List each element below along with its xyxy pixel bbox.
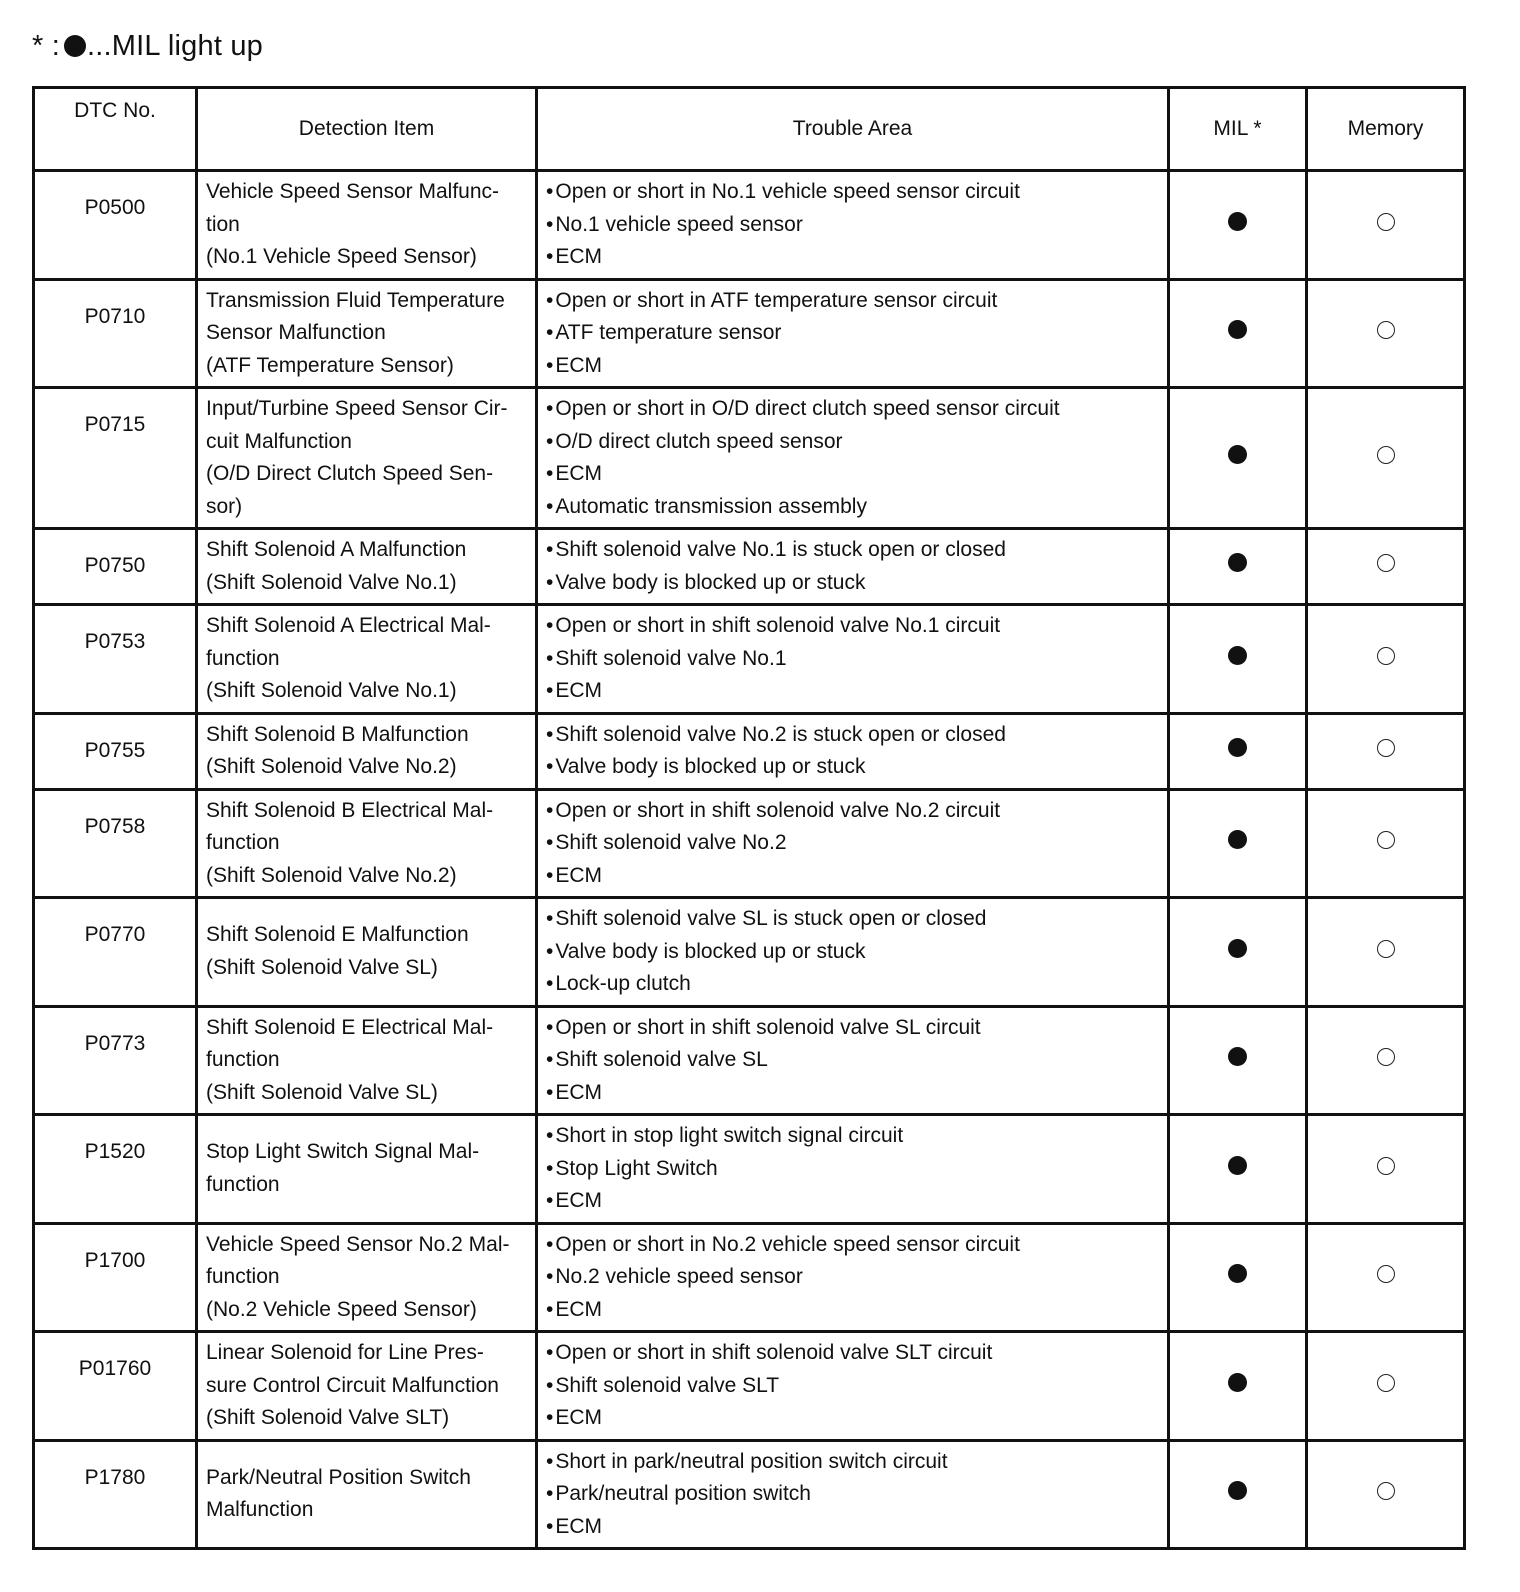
detection-item-line: Transmission Fluid Temperature: [206, 288, 505, 312]
trouble-area-item: • Short in stop light switch signal circuit: [546, 1120, 1159, 1153]
detection-item: [197, 279, 537, 388]
trouble-area-item: • Valve body is blocked up or stuck: [546, 567, 1159, 600]
memory-cell: [1307, 1332, 1465, 1441]
detection-item: [197, 1115, 537, 1224]
trouble-area: [537, 388, 1169, 529]
trouble-area: [537, 898, 1169, 1007]
dtc-code: P0770: [34, 898, 197, 1007]
trouble-area-item: • O/D direct clutch speed sensor: [546, 426, 1159, 459]
filled-circle-icon: [1228, 1156, 1247, 1175]
filled-circle-icon: [1228, 830, 1247, 849]
dtc-code: P0715: [34, 388, 197, 529]
trouble-area-item: • ECM: [546, 1511, 1159, 1544]
memory-cell: [1307, 171, 1465, 280]
trouble-area: [537, 1440, 1169, 1549]
table-row: [34, 171, 1465, 280]
dtc-code: P0773: [34, 1006, 197, 1115]
memory-cell: [1307, 789, 1465, 898]
trouble-area-item: • Lock-up clutch: [546, 968, 1159, 1001]
mil-cell: [1169, 713, 1307, 789]
legend-text: ...MIL light up: [87, 30, 264, 62]
mil-cell: [1169, 898, 1307, 1007]
detection-item-line: (No.1 Vehicle Speed Sensor): [206, 245, 477, 268]
detection-item-line: function: [206, 1172, 280, 1196]
trouble-area-item: • Shift solenoid valve SL is stuck open or closed: [546, 903, 1159, 936]
memory-cell: [1307, 1006, 1465, 1115]
trouble-area: [537, 171, 1169, 280]
mil-cell: [1169, 605, 1307, 714]
table-row: [34, 1332, 1465, 1441]
filled-circle-icon: [1228, 553, 1247, 572]
detection-item: [197, 388, 537, 529]
trouble-area-item: • Shift solenoid valve No.1 is stuck open or closed: [546, 534, 1159, 567]
detection-item-line: (Shift Solenoid Valve SL): [206, 1080, 438, 1104]
filled-circle-icon: [1228, 212, 1247, 231]
detection-item-line: Vehicle Speed Sensor No.2 Mal-: [206, 1232, 510, 1256]
trouble-area-item: • ECM: [546, 860, 1159, 893]
open-circle-icon: [1377, 739, 1395, 757]
trouble-area: [537, 279, 1169, 388]
trouble-area-item: • Park/neutral position switch: [546, 1478, 1159, 1511]
table-row: [34, 1223, 1465, 1332]
open-circle-icon: [1377, 1265, 1395, 1283]
detection-item: [197, 605, 537, 714]
detection-item-line: function: [206, 646, 280, 670]
detection-item-line: (No.2 Vehicle Speed Sensor): [206, 1297, 477, 1321]
detection-item-line: (ATF Temperature Sensor): [206, 353, 454, 377]
trouble-area-item: • Shift solenoid valve No.1: [546, 643, 1159, 676]
open-circle-icon: [1377, 1048, 1395, 1066]
detection-item-line: function: [206, 1265, 280, 1288]
trouble-area: [537, 529, 1169, 605]
memory-cell: [1307, 898, 1465, 1007]
detection-item-line: Sensor Malfunction: [206, 321, 386, 344]
detection-item: [197, 789, 537, 898]
table-row: [34, 388, 1465, 529]
mil-cell: [1169, 529, 1307, 605]
dtc-code: P1780: [34, 1440, 197, 1549]
detection-item-line: Linear Solenoid for Line Pres-: [206, 1341, 484, 1364]
detection-item: [197, 529, 537, 605]
trouble-area-item: • Valve body is blocked up or stuck: [546, 751, 1159, 784]
trouble-area: [537, 1223, 1169, 1332]
trouble-area-item: • ECM: [546, 1402, 1159, 1435]
table-body: [34, 171, 1465, 1549]
memory-cell: [1307, 279, 1465, 388]
detection-item-line: Vehicle Speed Sensor Malfunc-: [206, 180, 500, 203]
trouble-area-item: • ECM: [546, 1077, 1159, 1110]
dtc-code: P1700: [34, 1223, 197, 1332]
memory-cell: [1307, 1223, 1465, 1332]
detection-item-line: Shift Solenoid B Electrical Mal-: [206, 798, 494, 822]
table-header-row: [34, 88, 1465, 171]
table-row: [34, 529, 1465, 605]
trouble-area-item: • Shift solenoid valve No.2 is stuck open or closed: [546, 719, 1159, 752]
dtc-code: P0500: [34, 171, 197, 280]
detection-item-line: sor): [206, 494, 243, 518]
dtc-code: P0710: [34, 279, 197, 388]
mil-cell: [1169, 171, 1307, 280]
trouble-area-item: • Open or short in shift solenoid valve No.1 circuit: [546, 610, 1159, 643]
open-circle-icon: [1377, 213, 1395, 231]
trouble-area-item: • ATF temperature sensor: [546, 317, 1159, 350]
table-row: [34, 279, 1465, 388]
filled-circle-icon: [1228, 1264, 1247, 1283]
open-circle-icon: [1377, 647, 1395, 665]
memory-cell: [1307, 713, 1465, 789]
detection-item-line: Input/Turbine Speed Sensor Cir-: [206, 397, 508, 420]
filled-circle-icon: [1228, 1481, 1247, 1500]
memory-cell: [1307, 529, 1465, 605]
filled-circle-icon: [1228, 1373, 1247, 1392]
dtc-code: P0753: [34, 605, 197, 714]
detection-item: [197, 1440, 537, 1549]
detection-item-line: (O/D Direct Clutch Speed Sen-: [206, 462, 494, 485]
mil-cell: [1169, 1223, 1307, 1332]
trouble-area-item: • Valve body is blocked up or stuck: [546, 936, 1159, 969]
open-circle-icon: [1377, 1157, 1395, 1175]
trouble-area-item: • Stop Light Switch: [546, 1153, 1159, 1186]
trouble-area: [537, 789, 1169, 898]
mil-cell: [1169, 1440, 1307, 1549]
detection-item-line: sure Control Circuit Malfunction: [206, 1373, 499, 1397]
detection-item-line: Malfunction: [206, 1498, 314, 1522]
trouble-area: [537, 713, 1169, 789]
column-header-detection-item: Detection Item: [197, 88, 537, 171]
trouble-area-item: • ECM: [546, 1294, 1159, 1327]
mil-legend: [32, 30, 263, 63]
detection-item-line: tion: [206, 212, 240, 236]
detection-item-line: Shift Solenoid E Malfunction: [206, 923, 469, 947]
open-circle-icon: [1377, 940, 1395, 958]
detection-item: [197, 1006, 537, 1115]
filled-circle-icon: [1228, 1047, 1247, 1066]
trouble-area-item: • Open or short in shift solenoid valve SL circuit: [546, 1012, 1159, 1045]
filled-circle-icon: [1228, 646, 1247, 665]
trouble-area-item: • Shift solenoid valve SLT: [546, 1370, 1159, 1403]
dtc-code: P0750: [34, 529, 197, 605]
filled-circle-icon: [1228, 939, 1247, 958]
table-row: [34, 1440, 1465, 1549]
detection-item-line: (Shift Solenoid Valve SLT): [206, 1406, 450, 1429]
table-row: [34, 898, 1465, 1007]
filled-circle-icon: [1228, 738, 1247, 757]
detection-item-line: Shift Solenoid E Electrical Mal-: [206, 1015, 494, 1039]
dtc-code: P0758: [34, 789, 197, 898]
trouble-area-item: • ECM: [546, 1185, 1159, 1218]
open-circle-icon: [1377, 1374, 1395, 1392]
trouble-area-item: • Short in park/neutral position switch circuit: [546, 1446, 1159, 1479]
detection-item: [197, 1332, 537, 1441]
table-row: [34, 713, 1465, 789]
dtc-code: P0755: [34, 713, 197, 789]
memory-cell: [1307, 605, 1465, 714]
detection-item: [197, 898, 537, 1007]
trouble-area-item: • Open or short in shift solenoid valve SLT circuit: [546, 1337, 1159, 1370]
detection-item-line: (Shift Solenoid Valve No.2): [206, 755, 457, 778]
detection-item-line: (Shift Solenoid Valve SL): [206, 955, 438, 979]
trouble-area-item: • Open or short in No.2 vehicle speed sensor circuit: [546, 1229, 1159, 1262]
trouble-area: [537, 1006, 1169, 1115]
mil-cell: [1169, 1115, 1307, 1224]
open-circle-icon: [1377, 831, 1395, 849]
table-row: [34, 789, 1465, 898]
open-circle-icon: [1377, 321, 1395, 339]
mil-cell: [1169, 1006, 1307, 1115]
trouble-area-item: • No.1 vehicle speed sensor: [546, 209, 1159, 242]
filled-circle-icon: [1228, 445, 1247, 464]
detection-item-line: Shift Solenoid A Electrical Mal-: [206, 614, 491, 637]
trouble-area-item: • ECM: [546, 675, 1159, 708]
memory-cell: [1307, 1115, 1465, 1224]
detection-item-line: (Shift Solenoid Valve No.1): [206, 679, 457, 702]
column-header-trouble-area: Trouble Area: [537, 88, 1169, 171]
column-header-memory: Memory: [1307, 88, 1465, 171]
detection-item: [197, 171, 537, 280]
dtc-table: [32, 86, 1466, 1550]
trouble-area-item: • Open or short in No.1 vehicle speed sensor circuit: [546, 176, 1159, 209]
detection-item-line: cuit Malfunction: [206, 429, 352, 453]
mil-cell: [1169, 789, 1307, 898]
trouble-area-item: • No.2 vehicle speed sensor: [546, 1261, 1159, 1294]
trouble-area: [537, 605, 1169, 714]
mil-cell: [1169, 279, 1307, 388]
trouble-area-item: • Shift solenoid valve SL: [546, 1044, 1159, 1077]
trouble-area-item: • ECM: [546, 350, 1159, 383]
open-circle-icon: [1377, 554, 1395, 572]
open-circle-icon: [1377, 1482, 1395, 1500]
mil-cell: [1169, 388, 1307, 529]
filled-circle-icon: [1228, 320, 1247, 339]
detection-item-line: Shift Solenoid B Malfunction: [206, 722, 469, 746]
trouble-area-item: • Automatic transmission assembly: [546, 491, 1159, 524]
detection-item-line: (Shift Solenoid Valve No.1): [206, 570, 457, 594]
memory-cell: [1307, 1440, 1465, 1549]
dtc-code: P1520: [34, 1115, 197, 1224]
column-header-dtc-no: DTC No.: [34, 88, 197, 171]
memory-cell: [1307, 388, 1465, 529]
table-row: [34, 1006, 1465, 1115]
detection-item-line: Stop Light Switch Signal Mal-: [206, 1140, 480, 1164]
detection-item-line: (Shift Solenoid Valve No.2): [206, 863, 457, 887]
dtc-code: P01760: [34, 1332, 197, 1441]
column-header-mil: MIL *: [1169, 88, 1307, 171]
detection-item-line: Shift Solenoid A Malfunction: [206, 538, 467, 561]
filled-circle-icon: [64, 35, 86, 57]
trouble-area-item: • Open or short in ATF temperature sensor circuit: [546, 285, 1159, 318]
mil-cell: [1169, 1332, 1307, 1441]
detection-item: [197, 713, 537, 789]
trouble-area-item: • ECM: [546, 458, 1159, 491]
detection-item: [197, 1223, 537, 1332]
table-row: [34, 605, 1465, 714]
detection-item-line: function: [206, 831, 280, 854]
detection-item-line: Park/Neutral Position Switch: [206, 1465, 471, 1489]
trouble-area-item: • ECM: [546, 241, 1159, 274]
open-circle-icon: [1377, 446, 1395, 464]
trouble-area-item: • Open or short in shift solenoid valve No.2 circuit: [546, 795, 1159, 828]
table-row: [34, 1115, 1465, 1224]
trouble-area: [537, 1115, 1169, 1224]
detection-item-line: function: [206, 1048, 280, 1071]
trouble-area-item: • Open or short in O/D direct clutch speed sensor circuit: [546, 393, 1159, 426]
legend-prefix: * :: [32, 30, 60, 62]
trouble-area: [537, 1332, 1169, 1441]
trouble-area-item: • Shift solenoid valve No.2: [546, 827, 1159, 860]
